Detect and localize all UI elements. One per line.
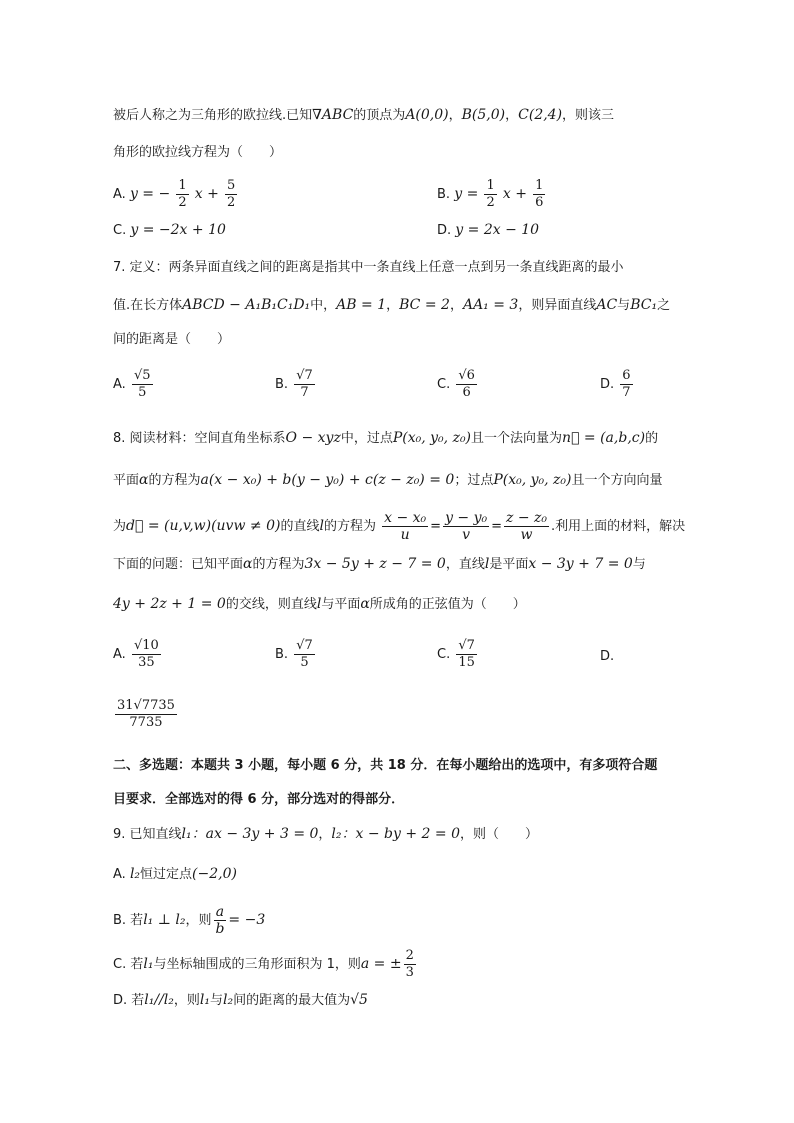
denominator: 7 (622, 385, 631, 400)
text: 与平面 (321, 597, 361, 612)
q8-option-b (275, 638, 317, 671)
q9-option-c (113, 948, 418, 981)
denominator: 35 (138, 655, 155, 670)
math: √5 (350, 992, 368, 1008)
option-label: C. 若 (113, 957, 144, 972)
q6-option-c (113, 220, 226, 241)
denominator: 2 (227, 195, 236, 210)
denominator: 15 (458, 655, 475, 670)
text: 9. 已知直线 (113, 827, 182, 842)
text: 的方程为 (323, 519, 376, 534)
fraction (132, 368, 153, 401)
text: 8. 阅读材料：空间直角坐标系 (113, 431, 286, 446)
math: α (360, 596, 370, 612)
option-label: B. (437, 187, 451, 202)
text: 平面 (113, 473, 140, 488)
section2-heading-line2 (113, 790, 404, 810)
numerator: √10 (133, 638, 159, 653)
text: ，直线 (445, 557, 485, 572)
denominator: 6 (462, 385, 471, 400)
text: ，则（ ） (460, 827, 539, 842)
q9-stem (113, 824, 538, 845)
denominator: 3 (405, 965, 414, 980)
text: 恒过定点 (140, 867, 193, 882)
option-label: D. (600, 649, 615, 664)
math: x + (502, 186, 527, 202)
math: a(x − x₀) + b(y − y₀) + c(z − z₀) = 0 (200, 472, 455, 488)
denominator: 5 (300, 655, 309, 670)
math: l₂ (129, 866, 141, 882)
q6-point-a: A(0,0) (405, 107, 449, 123)
option-label: C. (113, 223, 127, 238)
math: l₁ (199, 992, 211, 1008)
text: .利用上面的材料，解决 (551, 519, 686, 534)
numerator: √7 (296, 368, 313, 383)
option-label: B. (275, 647, 289, 662)
math: l (484, 556, 490, 572)
fraction (176, 178, 188, 211)
fraction (382, 510, 428, 543)
text: 值.在长方体 (113, 298, 183, 313)
q7-text: 7. 定义：两条异面直线之间的距离是指其中一条直线上任意一点到另一条直线距离的最小 (113, 260, 624, 275)
numerator: 1 (535, 178, 544, 193)
text: 为 (113, 519, 127, 534)
q7-stem-line3 (113, 330, 230, 350)
text: ， (318, 827, 332, 842)
q6-point-b: B(5,0) (461, 107, 506, 123)
fraction (533, 178, 545, 211)
text: 且一个方向向量 (571, 473, 663, 488)
math: l (316, 596, 322, 612)
q6-stem-line2 (113, 143, 282, 163)
text: 的交线，则直线 (225, 597, 317, 612)
numerator: √7 (458, 638, 475, 653)
numerator: z − z₀ (506, 510, 548, 526)
text: 的直线 (280, 519, 320, 534)
fraction (132, 638, 161, 671)
text: 二、多选题：本题共 3 小题，每小题 6 分，共 18 分．在每小题给出的选项中，有多项符合题 (113, 758, 658, 773)
denominator: 5 (138, 385, 147, 400)
math: y = 2x − 10 (455, 222, 540, 238)
denominator: w (520, 527, 533, 543)
math: 3x − 5y + z − 7 = 0 (304, 556, 446, 572)
math: O − xyz (285, 430, 341, 446)
q8-stem-line2 (113, 470, 663, 491)
q8-option-d-label (600, 647, 614, 667)
q7-option-b (275, 368, 317, 401)
q6-text: 被后人称之为三角形的欧拉线.已知 (113, 108, 313, 123)
numerator: 1 (178, 178, 187, 193)
math: AB = 1 (336, 297, 387, 313)
denominator: 2 (178, 195, 187, 210)
math: l (319, 518, 324, 534)
numerator: √7 (296, 638, 313, 653)
q7-option-c (437, 368, 479, 401)
numerator: 6 (622, 368, 631, 383)
q6-triangle: ∇ABC (312, 107, 354, 123)
option-label: D. (600, 377, 615, 392)
fraction (443, 510, 489, 543)
math: ：x − by + 2 = 0 (341, 826, 460, 842)
q8-stem-line3: 为d⃗ = (u,v,w)(uvw ≠ 0)的直线l的方程为 $\frac{\text{x − x₀}}{u}$ = $\frac{\text{y − y₀}}{v}$ = $\frac{\text{z − z₀}}{w}$ .利用上面的材料，解决 (113, 510, 686, 543)
math: d⃗ = (u,v,w)(uvw ≠ 0) (126, 518, 281, 534)
math: P(x₀, y₀, z₀) (493, 472, 572, 488)
text: 且一个法向量为 (471, 431, 563, 446)
numerator: a (215, 904, 225, 920)
option-label: A. (113, 377, 126, 392)
fraction (213, 904, 226, 937)
fraction (620, 368, 632, 401)
q7-option-a (113, 368, 155, 401)
denominator: u (400, 527, 410, 543)
math: α (243, 556, 253, 572)
q7-stem-line2: 值.在长方体ABCD − A₁B₁C₁D₁中，AB = 1，BC = 2，AA₁ = 3，则异面直线AC与BC₁之 (113, 297, 671, 313)
denominator: 2 (486, 195, 495, 210)
text: 的方程为 (252, 557, 305, 572)
q6-text: 的顶点为 (353, 108, 406, 123)
q6-text: 角形的欧拉线方程为（ ） (113, 145, 283, 160)
fraction (484, 178, 496, 211)
fraction (504, 510, 549, 543)
option-label: C. (437, 377, 451, 392)
option-label: D. 若 (113, 993, 145, 1008)
fraction (115, 698, 177, 731)
q8-stem-line1 (113, 428, 658, 449)
math: = −3 (228, 912, 266, 928)
text: 目要求．全部选对的得 6 分，部分选对的得部分． (113, 792, 405, 807)
text: 之 (657, 298, 671, 313)
math: AA₁ = 3 (462, 297, 519, 313)
math: x + (194, 186, 219, 202)
text: 中，过点 (340, 431, 393, 446)
option-label: A. (113, 867, 126, 882)
text: 与 (617, 298, 631, 313)
text: ，则 (185, 913, 212, 928)
fraction (404, 948, 416, 981)
math: n⃗ = (a,b,c) (562, 430, 646, 446)
fraction (294, 368, 315, 401)
text: 是平面 (489, 557, 529, 572)
fraction (225, 178, 237, 211)
option-label: A. (113, 187, 126, 202)
q6-text: ，则该三 (562, 108, 615, 123)
text: 间的距离是（ ） (113, 332, 231, 347)
option-label: D. (437, 223, 452, 238)
denominator: 6 (535, 195, 544, 210)
text: 间的距离的最大值为 (233, 993, 351, 1008)
q7-option-d (600, 368, 635, 401)
numerator: √6 (458, 368, 475, 383)
fraction (456, 638, 477, 671)
q8-option-a (113, 638, 163, 671)
denominator: b (215, 921, 225, 937)
math: P(x₀, y₀, z₀) (392, 430, 472, 446)
option-label: B. 若 (113, 913, 144, 928)
option-label: A. (113, 647, 126, 662)
q9-option-d (113, 990, 368, 1011)
math: x − 3y + 7 = 0 (528, 556, 633, 572)
math: a = ± (360, 956, 402, 972)
math: BC = 2 (399, 297, 450, 313)
math: ：ax − 3y + 3 = 0 (191, 826, 319, 842)
text: 与 (210, 993, 224, 1008)
q9-option-a (113, 864, 237, 885)
math: AC (596, 297, 618, 313)
q8-option-d-value (113, 698, 179, 731)
math: l₂ (223, 992, 234, 1008)
text: ；过点 (454, 473, 494, 488)
q6-point-c: C(2,4) (518, 107, 563, 123)
q8-stem-line4 (113, 554, 646, 575)
text: 的 (645, 431, 659, 446)
text: ，则 (173, 993, 200, 1008)
math: y = − (129, 186, 171, 202)
option-label: C. (437, 647, 451, 662)
q9-option-b (113, 904, 265, 937)
option-label: B. (275, 377, 289, 392)
text: 的方程为 (148, 473, 201, 488)
q8-stem-line5 (113, 594, 526, 615)
math: y = −2x + 10 (130, 222, 226, 238)
q8-option-c (437, 638, 479, 671)
math: l₁//l₂ (144, 992, 174, 1008)
denominator: 7735 (129, 715, 163, 730)
math: α (139, 472, 149, 488)
math: l₂ (331, 826, 342, 842)
q7-stem-line1 (113, 258, 624, 278)
denominator: v (462, 527, 471, 543)
numerator: y − y₀ (445, 510, 488, 526)
q6-option-b (437, 178, 547, 211)
text: 与 (632, 557, 646, 572)
numerator: √5 (133, 368, 151, 383)
math: (−2,0) (192, 866, 237, 882)
math: BC₁ (630, 297, 658, 313)
text: 下面的问题：已知平面 (113, 557, 244, 572)
math: y = (454, 186, 479, 202)
math: l₁ (143, 956, 154, 972)
math: ABCD − A₁B₁C₁D₁ (182, 297, 311, 313)
math: l₁ ⊥ l₂ (143, 912, 186, 928)
denominator: 7 (300, 385, 309, 400)
numerator: 31√7735 (117, 698, 175, 713)
numerator: x − x₀ (384, 510, 427, 526)
text: 与坐标轴围成的三角形面积为 1，则 (153, 957, 361, 972)
fraction (456, 368, 477, 401)
text: ，则异面直线 (518, 298, 597, 313)
q6-option-a (113, 178, 239, 211)
text: 中， (310, 298, 337, 313)
section2-heading-line1 (113, 756, 657, 776)
math: 4y + 2z + 1 = 0 (113, 596, 226, 612)
numerator: 5 (227, 178, 236, 193)
fraction (294, 638, 315, 671)
numerator: 1 (486, 178, 495, 193)
q6-stem-line1: 被后人称之为三角形的欧拉线.已知∇ABC的顶点为A(0,0)，B(5,0)，C(2,4)，则该三 (113, 107, 615, 123)
numerator: 2 (405, 948, 414, 963)
q6-option-d (437, 220, 539, 241)
text: 所成角的正弦值为（ ） (369, 597, 526, 612)
math: l₁ (181, 826, 192, 842)
